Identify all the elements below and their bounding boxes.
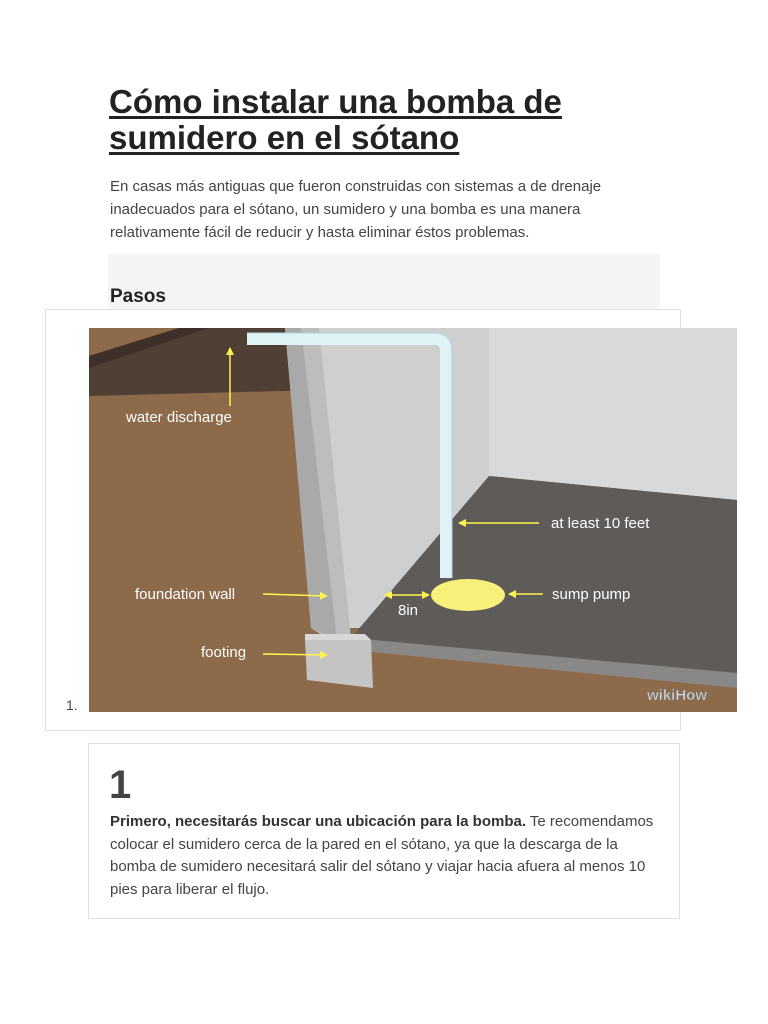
- label-footing: footing: [201, 644, 247, 661]
- step-body-text: Te recomendamos colocar el sumidero cerca de la pared en el sótano, ya que la descarga de la bomba de sumidero necesitará salir del sótano y viajar hacia afuera al menos 10 pies para liberar el flujo.: [110, 813, 654, 898]
- side-wall: [489, 328, 737, 500]
- title-line-2: sumidero en el sótano: [109, 119, 460, 156]
- wikihow-watermark: wikiHow: [647, 687, 708, 704]
- figure-list-number: 1.: [66, 697, 78, 713]
- label-8in: 8in: [398, 602, 419, 619]
- footing-shape: [305, 640, 373, 688]
- label-at-least-10-feet: at least 10 feet: [551, 515, 650, 532]
- label-sump-pump: sump pump: [552, 586, 631, 603]
- footing-top: [305, 634, 371, 640]
- step-number: 1: [109, 763, 132, 807]
- step-text: [110, 811, 658, 901]
- steps-heading: Pasos: [110, 286, 166, 307]
- sump-pump-pit: [431, 579, 505, 611]
- intro-paragraph: En casas más antiguas que fueron construidas con sistemas a de drenaje inadecuados para el sótano, un sumidero y una bomba es una manera relativamente fácil de reducir y hasta eliminar éstos problemas.: [110, 178, 602, 241]
- sump-pump-diagram: [89, 328, 737, 712]
- label-water-discharge: water discharge: [126, 409, 232, 426]
- label-foundation-wall: foundation wall: [135, 586, 236, 603]
- article-title: [109, 84, 669, 156]
- steps-header-band: [108, 254, 660, 314]
- footing-arrow: [263, 654, 327, 655]
- step-bold-text: Primero, necesitarás buscar una ubicación para la bomba.: [110, 813, 526, 830]
- title-line-1: Cómo instalar una bomba de: [109, 83, 562, 120]
